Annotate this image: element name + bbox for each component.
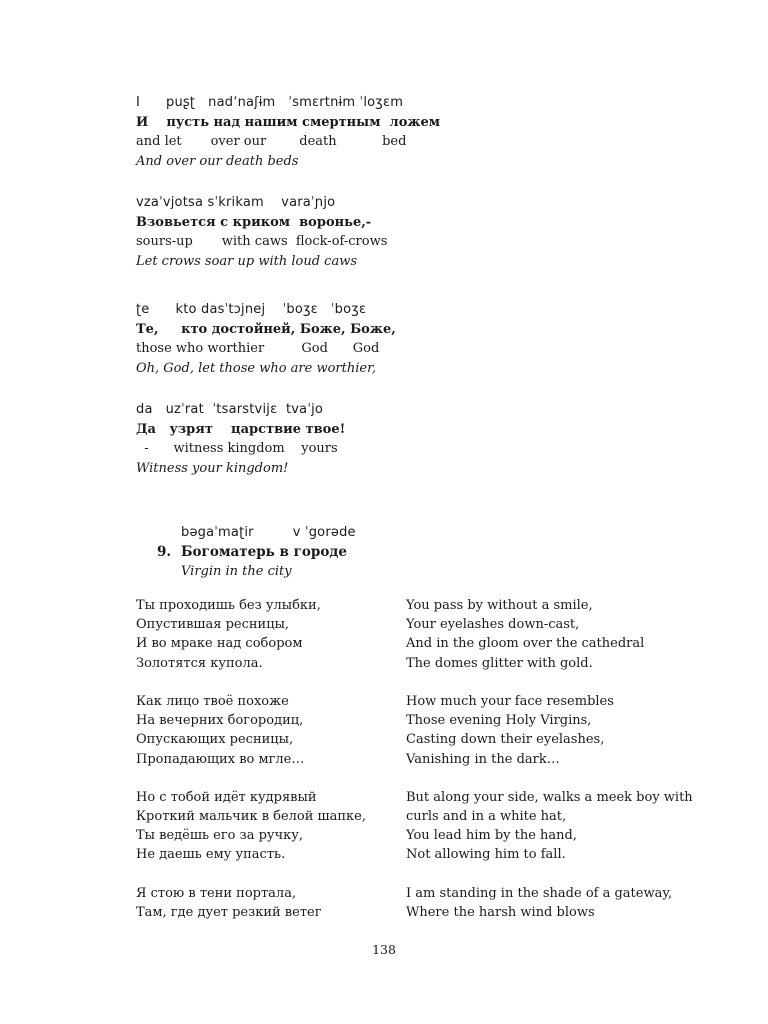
gloss-line: those who worthier God God xyxy=(136,341,380,356)
poem-line-english: Your eyelashes down-cast, xyxy=(406,617,580,633)
poem-english-column xyxy=(406,596,706,922)
poem-line-english: I am standing in the shade of a gateway, xyxy=(406,885,673,901)
heading-title xyxy=(157,543,557,563)
ipa-line: ʈe kto dasˈtɔjnej ˈboʒɛ ˈboʒɛ xyxy=(136,302,367,317)
ipa-line: vzaˈvjotsa sˈkrikam varaˈɲjo xyxy=(136,195,336,210)
gloss-line: - witness kingdom yours xyxy=(136,441,338,456)
stanza-gap xyxy=(406,673,706,692)
poem-line-russian: Там, где дует резкий ветег xyxy=(136,905,322,920)
poem-line-english: Those evening Holy Virgins, xyxy=(406,713,592,729)
translation-line: And over our death beds xyxy=(136,153,299,169)
stanza-gap xyxy=(136,673,436,692)
poem-line-russian: Пропадающих во мгле… xyxy=(136,751,305,767)
section-heading xyxy=(157,523,557,582)
russian-line: И пусть над нашим смертным ложем xyxy=(136,114,441,130)
poem-line-russian: На вечерних богородиц, xyxy=(136,713,304,729)
poem-line-russian: Опускающих ресницы, xyxy=(136,732,294,748)
stanza-gap xyxy=(136,769,436,788)
heading-russian: Богоматерь в городе xyxy=(181,543,347,560)
heading-ipa: bəgaˈmaʈir v ˈgorəde xyxy=(181,525,356,540)
poem-line-english: But along your side, walks a meek boy with xyxy=(406,789,693,805)
poem-line-russian: Опустившая ресницы, xyxy=(136,617,290,633)
russian-line: Те, кто достойней, Боже, Боже, xyxy=(136,321,396,337)
stanza-1 xyxy=(136,93,466,171)
poem-line-english: curls and in a white hat, xyxy=(406,809,567,825)
gloss-line: and let over our death bed xyxy=(136,134,407,149)
translation-line: Witness your kingdom! xyxy=(136,460,289,476)
ipa-line: da uzˈrat ˈtsarstvijɛ tvaˈjo xyxy=(136,402,324,417)
stanza-4 xyxy=(136,400,466,478)
translation-line: Oh, God, let those who are worthier, xyxy=(136,360,377,376)
poem-line-russian: Но с тобой идёт кудрявый xyxy=(136,789,317,805)
poem-line-russian: Я стою в тени портала, xyxy=(136,885,297,901)
poem-line-english: Not allowing him to fall. xyxy=(406,847,566,863)
poem-line-english: And in the gloom over the cathedral xyxy=(406,636,645,652)
gloss-line: sours-up with caws flock-of-crows xyxy=(136,234,388,249)
poem-line-english: The domes glitter with gold. xyxy=(406,655,593,671)
poem-line-english: Casting down their eyelashes, xyxy=(406,732,605,748)
poem-line-english: You pass by without a smile, xyxy=(406,598,593,613)
poem-line-english: Where the harsh wind blows xyxy=(406,905,595,920)
poem-line-russian: И во мраке над собором xyxy=(136,636,303,652)
poem-line-english: How much your face resembles xyxy=(406,693,614,709)
poem-line-russian: Как лицо твоё похоже xyxy=(136,693,289,709)
russian-line: Да узрят царствие твое! xyxy=(136,421,346,437)
poem-line-russian: Кроткий мальчик в белой шапке, xyxy=(136,809,367,825)
poem-line-russian: Не даешь ему упасть. xyxy=(136,847,286,863)
stanza-gap xyxy=(136,865,436,884)
russian-line: Взовьется с криком воронье,- xyxy=(136,214,372,230)
ipa-line: I puʂʈ nadʼnaʃɨm ˈsmɛrtnɨm ˈloʒɛm xyxy=(136,95,404,110)
heading-translation: Virgin in the city xyxy=(181,564,292,579)
stanza-3 xyxy=(136,300,466,378)
poem-line-english: Vanishing in the dark… xyxy=(406,751,560,767)
poem-line-russian: Ты проходишь без улыбки, xyxy=(136,598,321,613)
stanza-2 xyxy=(136,193,466,271)
poem-line-english: You lead him by the hand, xyxy=(406,828,577,844)
poem-line-russian: Ты ведёшь его за ручку, xyxy=(136,828,304,844)
stanza-gap xyxy=(406,865,706,884)
page-number: 138 xyxy=(372,942,396,957)
section-number: 9. xyxy=(157,543,172,560)
stanza-gap xyxy=(406,769,706,788)
poem-russian-column xyxy=(136,596,436,922)
translation-line: Let crows soar up with loud caws xyxy=(136,253,358,269)
poem-line-russian: Золотятся купола. xyxy=(136,655,263,671)
